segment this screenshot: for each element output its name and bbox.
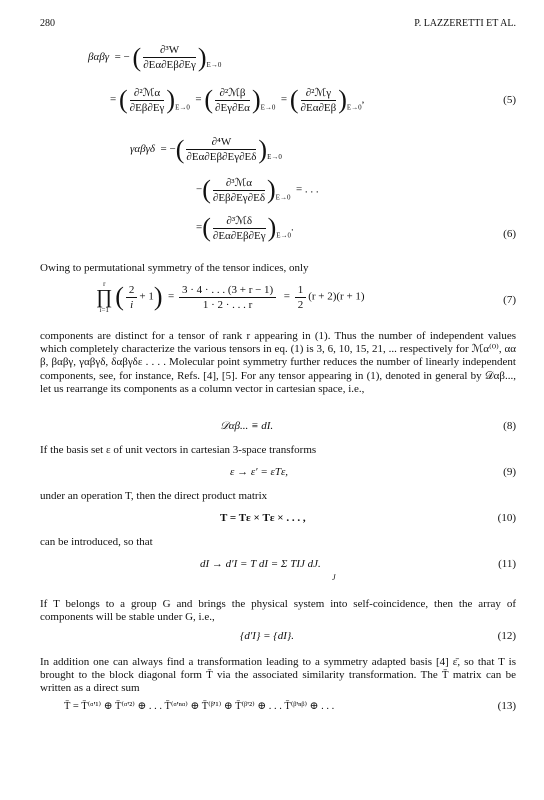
eq6-frac1: $\frac{\text{∂⁴W}}{\partial E\alpha\partial E\beta\partial E\gamma\partial E\delta}$	[186, 136, 257, 163]
equation-7: r ∏ i=1 ( $\frac{2}{i}$ + 1) = $\frac{3 \cdot 4 \cdot . . . (3 + r - 1)}{1 \cdot 2 \cdot . . . r}$ = $\frac{1}{2}$ (r + 2)(r + 1) (7)	[96, 280, 516, 314]
eq6-frac3: $\frac{\text{∂³ℳδ}}{\partial E\alpha\partial E\beta\partial E\gamma}$	[212, 215, 266, 242]
eq7-number: (7)	[503, 294, 516, 306]
eq5-lhs: βαβγ	[88, 51, 110, 64]
text-basis: If the basis set ε of unit vectors in cartesian 3-space transforms	[40, 444, 317, 456]
equation-6: γαβγδ = −( $\frac{\text{∂⁴W}}{\partial E\alpha\partial E\beta\partial E\gamma\partial E\delta}$ )$_{E\to 0}$ −( $\frac{\text{∂³ℳα}}{\partial E\beta\partial E\gamma\partial E\delta}$ )$_{E\to 0}$ = . . . =( $\frac{\text{∂³ℳδ}}{\partial E\alpha\partial E\beta\partial E\gamma}$ )$_{E\to 0}$. (6)	[130, 134, 516, 242]
eq5-term-a: $\frac{\text{∂²ℳα}}{\partial E\beta\partial E\gamma}$	[129, 87, 165, 114]
eq5-term-c: $\frac{\text{∂²ℳγ}}{\partial E\alpha\partial E\beta}$	[300, 87, 337, 114]
running-title: P. LAZZERETTI ET AL.	[414, 18, 516, 29]
eq6-lhs: γαβγδ	[130, 143, 156, 156]
eq6-ellipsis: = . . .	[295, 183, 319, 196]
equation-13: T̄ = T̄⁽ᵅ'¹⁾ ⊕ T̄⁽ᵅ'²⁾ ⊕ . . . T̄⁽ᵅ'ⁿᵅ⁾ ⊕ T̄⁽ᵝ'¹⁾ ⊕ T̄⁽ᵝ'²⁾ ⊕ . . . T̄⁽ᵝ'ⁿᵝ⁾ ⊕ . . . (13)	[64, 700, 516, 712]
text-operation: under an operation T, then the direct product matrix	[40, 490, 268, 502]
equation-5: βαβγ = − ( $\frac{\text{∂³W}}{\partial E\alpha\partial E\beta\partial E\gamma}$ )$_{E\to 0}$ = ( $\frac{\text{∂²ℳα}}{\partial E\beta\partial E\gamma}$ )$_{E\to 0}$ = ( $\frac{\text{∂²ℳβ}}{\partial E\gamma\partial E\alpha}$ )$_{E\to 0}$ = ( $\frac{\text{∂²ℳγ}}{\partial E\alpha\partial E\beta}$ )$_{E\to 0}$, (5)	[88, 42, 516, 114]
text-owing: Owing to permutational symmetry of the tensor indices, only	[40, 262, 309, 274]
equation-9: ε → ε′ = εTε, (9)	[230, 466, 516, 478]
eq6-number: (6)	[503, 228, 516, 240]
paragraph-components: components are distinct for a tensor of rank r appearing in (1). Thus the number of independent values which completely characterize the various tensors in eq. (1) is 3, 6, 10, 15, 21, ... respectively for ℳα⁽⁰⁾, αα β, βαβγ, γαβγδ, δαβγδε . . . . Molecular point symmetry further reduces the number of linearly independent components, see, for instance, Refs. [4], [5]. For any tensor appearing in (1), denoted in general by 𝒟αβ..., let us rearrange its components as a column vector in cartesian space, i.e.,	[40, 330, 516, 395]
page-number: 280	[40, 18, 55, 29]
eq5-number: (5)	[503, 94, 516, 106]
text-introduced: can be introduced, so that	[40, 536, 153, 548]
paragraph-group: If T belongs to a group G and brings the physical system into self-coincidence, then the array of components will be stable under G, i.e.,	[40, 598, 516, 624]
eq5-equals: =	[114, 51, 121, 64]
eq6-frac2: $\frac{\text{∂³ℳα}}{\partial E\beta\partial E\gamma\partial E\delta}$	[212, 177, 265, 204]
running-header	[40, 18, 516, 34]
equation-12: {d′I} = {dI}. (12)	[240, 630, 516, 642]
equation-11: dI → d′I = T dI = Σ TIJ dJ. J (11)	[200, 558, 516, 582]
equation-10: T = Tε × Tε × . . . , (10)	[220, 512, 516, 524]
paragraph-symmetry-adapted: In addition one can always find a transformation leading to a symmetry adapted basis [4] ε̄, so that T is brought to the block diagonal form T̄ via the associated similarity transformation. The T̄ matrix can be written as a direct sum	[40, 656, 516, 695]
eq5-frac1: $\frac{\text{∂³W}}{\partial E\alpha\partial E\beta\partial E\gamma}$	[143, 44, 196, 71]
equation-8: 𝒟αβ... ≡ dI. (8)	[220, 420, 516, 432]
eq5-term-b: $\frac{\text{∂²ℳβ}}{\partial E\gamma\partial E\alpha}$	[215, 87, 250, 114]
